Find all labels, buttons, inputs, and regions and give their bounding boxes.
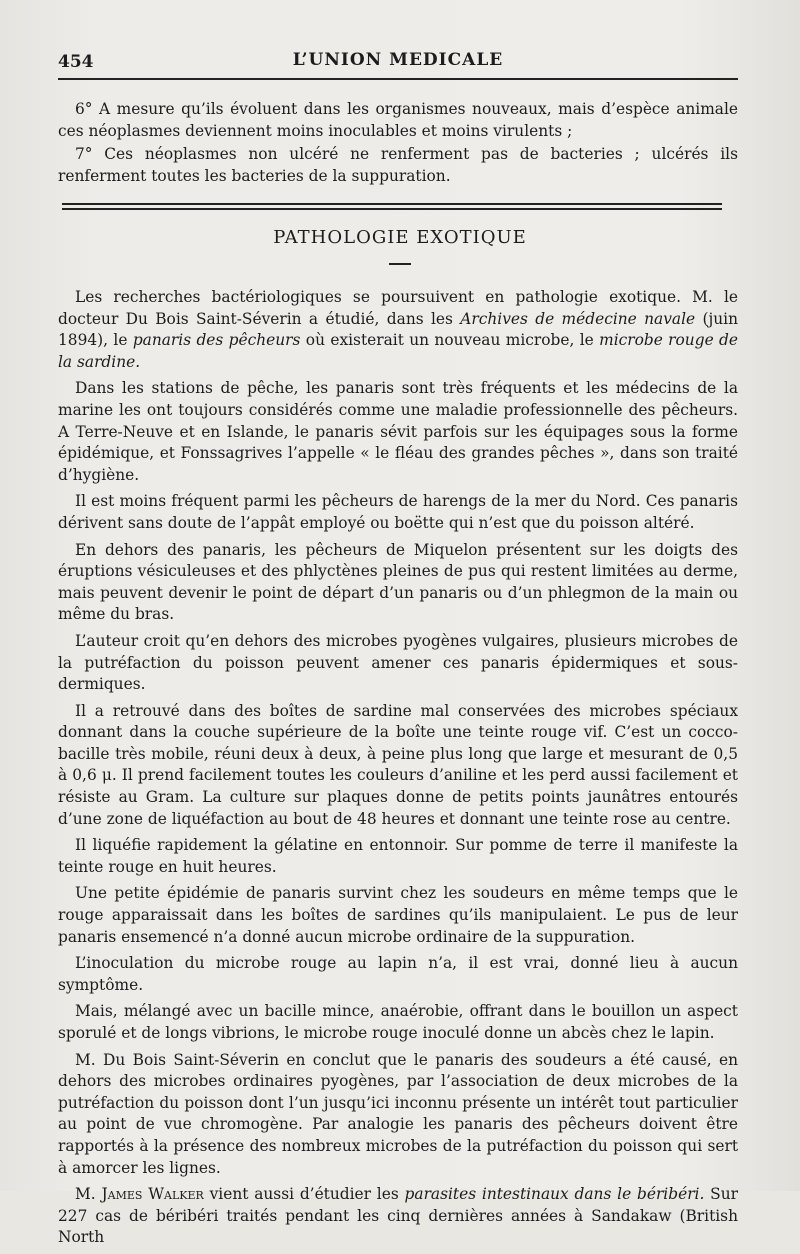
text-run: M. [75, 1185, 102, 1204]
list-item: 6° A mesure qu’ils évoluent dans les organismes nouveaux, mais d’espèce animale ces néoplasmes deviennent moins inoculables et moins virulents ; [58, 100, 738, 140]
journal-title: Archives de médecine navale [460, 309, 696, 328]
paragraph: Une petite épidémie de panaris survint chez les soudeurs en même temps que le rouge apparaissait dans les boîtes de sardines qu’ils manipulaient. Le pus de leur panaris ensemencé n’a donné aucun microbe ordinaire de la suppuration. [58, 884, 738, 946]
text-run: Sur 227 cas de béribéri traités pendant les cinq dernières années à Sandakaw (British North [58, 1185, 738, 1247]
article-body [58, 287, 738, 1254]
paragraph: En dehors des panaris, les pêcheurs de Miquelon présentent sur les doigts des éruptions vésiculeuses et des phlyctènes pleines de pus qui restent limitées au derme, mais peuvent devenir le point de départ d’un panaris ou d’un phlegmon de la main ou même du bras. [58, 540, 738, 624]
text-run: (juin 1894), le [58, 309, 738, 350]
title-dash [389, 263, 411, 265]
paragraph: Dans les stations de pêche, les panaris sont très fréquents et les médecins de la marine les ont toujours considérés comme une maladie professionnelle des pêcheurs. A Terre-Neuve et en Islande, le panaris sévit parfois sur les équipages sous la forme épidémique, et Fonssagrives l’appelle « le fléau des grandes pêches », dans son traité d’hygiène. [58, 379, 738, 484]
page-header [58, 44, 738, 74]
paragraph: M. Du Bois Saint-Séverin en conclut que le panaris des soudeurs a été causé, en dehors des microbes ordinaires pyogènes, par l’association de deux microbes de la putréfaction du poisson dont l’un jusqu’ici inconnu présente un intérêt tout particulier au point de vue chromogène. Par analogie les panaris des pêcheurs doivent être rapportés à la présence des nombreux microbes de la putréfaction du poisson qui sert à amorcer les lignes. [58, 1050, 738, 1177]
list-item: 7° Ces néoplasmes non ulcéré ne renferment pas de bacteries ; ulcérés ils renferment toutes les bacteries de la suppuration. [58, 145, 738, 185]
page-number: 454 [58, 52, 94, 72]
paragraph: Il liquéfie rapidement la gélatine en entonnoir. Sur pomme de terre il manifeste la teinte rouge en huit heures. [58, 836, 738, 876]
paragraph: Il est moins fréquent parmi les pêcheurs de harengs de la mer du Nord. Ces panaris dérivent sans doute de l’appât employé ou boëtte qui n’est que du poisson altéré. [58, 492, 738, 532]
text-run: Les recherches bactériologiques se poursuivent en pathologie exotique. M. le docteur Du Bois Saint-Séverin a étudié, dans les [58, 288, 738, 328]
paragraph: Mais, mélangé avec un bacille mince, anaérobie, offrant dans le bouillon un aspect sporulé et de longs vibrions, le microbe rouge inoculé donne un abcès chez le lapin. [58, 1002, 738, 1042]
header-rule [58, 78, 738, 80]
section-title: PATHOLOGIE EXOTIQUE [273, 227, 527, 248]
text-run: vient aussi d’étudier les [203, 1185, 405, 1204]
section-separator-bottom [62, 208, 722, 210]
running-title: L’UNION MEDICALE [292, 50, 504, 70]
paragraph: L’inoculation du microbe rouge au lapin n’a, il est vrai, donné lieu à aucun symptôme. [58, 954, 738, 994]
paragraph: Il a retrouvé dans des boîtes de sardine mal conservées des microbes spéciaux donnant dans la couche supérieure de la boîte une teinte rouge vif. C’est un cocco-bacille très mobile, réuni deux à deux, à peine plus long que large et mesurant de 0,5 à 0,6 μ. Il prend facilement toutes les couleurs d’aniline et les perd aussi facilement et résiste au Gram. La culture sur plaques donne de petits points jaunâtres entourés d’une zone de liquéfaction au bout de 48 heures et donnant une teinte rose au centre. [58, 701, 738, 828]
topic-title: parasites intestinaux dans le béribéri. [404, 1185, 705, 1204]
paragraph-last [58, 1184, 738, 1249]
conclusions-list [58, 99, 738, 189]
paragraph: L’auteur croit qu’en dehors des microbes pyogènes vulgaires, plusieurs microbes de la putréfaction du poisson peuvent amener ces panaris épidermiques et sous-dermiques. [58, 631, 738, 694]
text-run: où existerait un nouveau microbe, le [300, 331, 600, 350]
paragraph-intro [58, 287, 738, 373]
author-name: James Walker [101, 1185, 204, 1204]
microbe-name: microbe rouge de la sardine. [58, 331, 738, 371]
section-separator-top [62, 203, 722, 205]
disease-name: panaris des pêcheurs [132, 331, 301, 350]
